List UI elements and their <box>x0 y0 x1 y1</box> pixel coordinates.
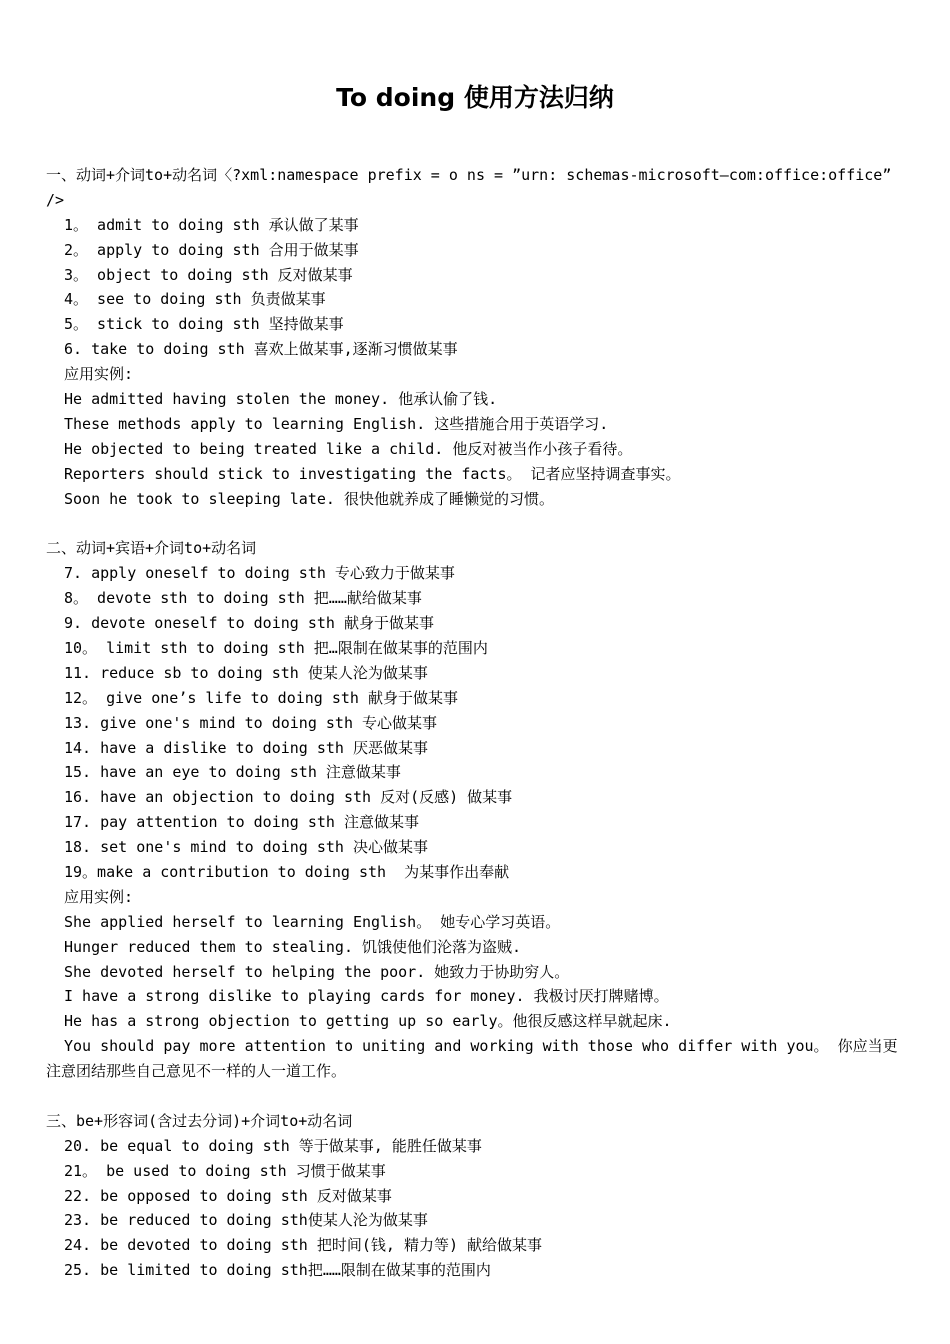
list-item: 18. set one's mind to doing sth 决心做某事 <box>64 838 428 857</box>
list-item: 19。make a contribution to doing sth 为某事作出奉献 <box>64 862 510 881</box>
example-sentence: He objected to being treated like a child. 他反对被当作小孩子看待。 <box>64 439 633 458</box>
section-heading: 三、be+形容词(含过去分词)+介词to+动名词 <box>46 1111 353 1130</box>
list-item: 23. be reduced to doing sth使某人沦为做某事 <box>64 1211 428 1230</box>
section-heading: 一、动词+介词to+动名词〈?xml:namespace prefix = o ns = ”urn: schemas-microsoft—com:office:office” /> <box>46 166 892 209</box>
list-item: 15. have an eye to doing sth 注意做某事 <box>64 763 401 782</box>
list-item: 7. apply oneself to doing sth 专心致力于做某事 <box>64 564 455 583</box>
list-item: 11. reduce sb to doing sth 使某人沦为做某事 <box>64 663 428 682</box>
example-sentence: Reporters should stick to investigating the facts。 记者应坚持调查事实。 <box>64 464 681 483</box>
list-item: 14. have a dislike to doing sth 厌恶做某事 <box>64 738 428 757</box>
example-sentence <box>46 1034 906 1084</box>
list-item: 24. be devoted to doing sth 把时间(钱, 精力等) 献给做某事 <box>64 1236 543 1255</box>
list-item: 9. devote oneself to doing sth 献身于做某事 <box>64 614 434 633</box>
example-sentence: Hunger reduced them to stealing. 饥饿使他们沦落为盗贼. <box>64 937 522 956</box>
list-item: 5。 stick to doing sth 坚持做某事 <box>64 315 344 334</box>
spacer <box>46 512 906 537</box>
list-item: 17. pay attention to doing sth 注意做某事 <box>64 813 419 832</box>
example-sentence: I have a strong dislike to playing cards for money. 我极讨厌打牌赌博。 <box>64 987 669 1006</box>
list-item: 4。 see to doing sth 负责做某事 <box>64 290 326 309</box>
document-title: To doing 使用方法归纳 <box>336 83 614 112</box>
section-heading: 二、动词+宾语+介词to+动名词 <box>46 539 257 558</box>
list-item: 3。 object to doing sth 反对做某事 <box>64 265 353 284</box>
list-item: 20. be equal to doing sth 等于做某事, 能胜任做某事 <box>64 1136 482 1155</box>
example-sentence: These methods apply to learning English. 这些措施合用于英语学习. <box>64 414 609 433</box>
list-item: 12。 give one’s life to doing sth 献身于做某事 <box>64 688 458 707</box>
list-item: 2。 apply to doing sth 合用于做某事 <box>64 240 359 259</box>
document-body <box>46 163 906 1283</box>
list-item: 13. give one's mind to doing sth 专心做某事 <box>64 713 438 732</box>
example-sentence: Soon he took to sleeping late. 很快他就养成了睡懒觉的习惯。 <box>64 489 554 508</box>
example-sentence: She devoted herself to helping the poor. 她致力于协助穷人。 <box>64 962 570 981</box>
list-item: 10。 limit sth to doing sth 把…限制在做某事的范围内 <box>64 638 488 657</box>
list-item: 8。 devote sth to doing sth 把……献给做某事 <box>64 589 422 608</box>
list-item: 6. take to doing sth 喜欢上做某事,逐渐习惯做某事 <box>64 340 458 359</box>
list-item: 16. have an objection to doing sth 反对(反感) 做某事 <box>64 788 513 807</box>
example-sentence-text: You should pay more attention to uniting and working with those who differ with you。 你应当更注意团结那些自己意见不一样的人一道工作。 <box>46 1037 898 1081</box>
list-item: 22. be opposed to doing sth 反对做某事 <box>64 1186 392 1205</box>
list-item: 21。 be used to doing sth 习惯于做某事 <box>64 1161 386 1180</box>
list-item: 25. be limited to doing sth把……限制在做某事的范围内 <box>64 1261 491 1280</box>
list-item: 1。 admit to doing sth 承认做了某事 <box>64 215 359 234</box>
spacer <box>46 1084 906 1109</box>
examples-label: 应用实例: <box>64 887 134 906</box>
examples-label: 应用实例: <box>64 365 134 384</box>
example-sentence: He has a strong objection to getting up so early。他很反感这样早就起床. <box>64 1012 672 1031</box>
example-sentence: He admitted having stolen the money. 他承认偷了钱. <box>64 390 498 409</box>
example-sentence: She applied herself to learning English。 她专心学习英语。 <box>64 912 561 931</box>
